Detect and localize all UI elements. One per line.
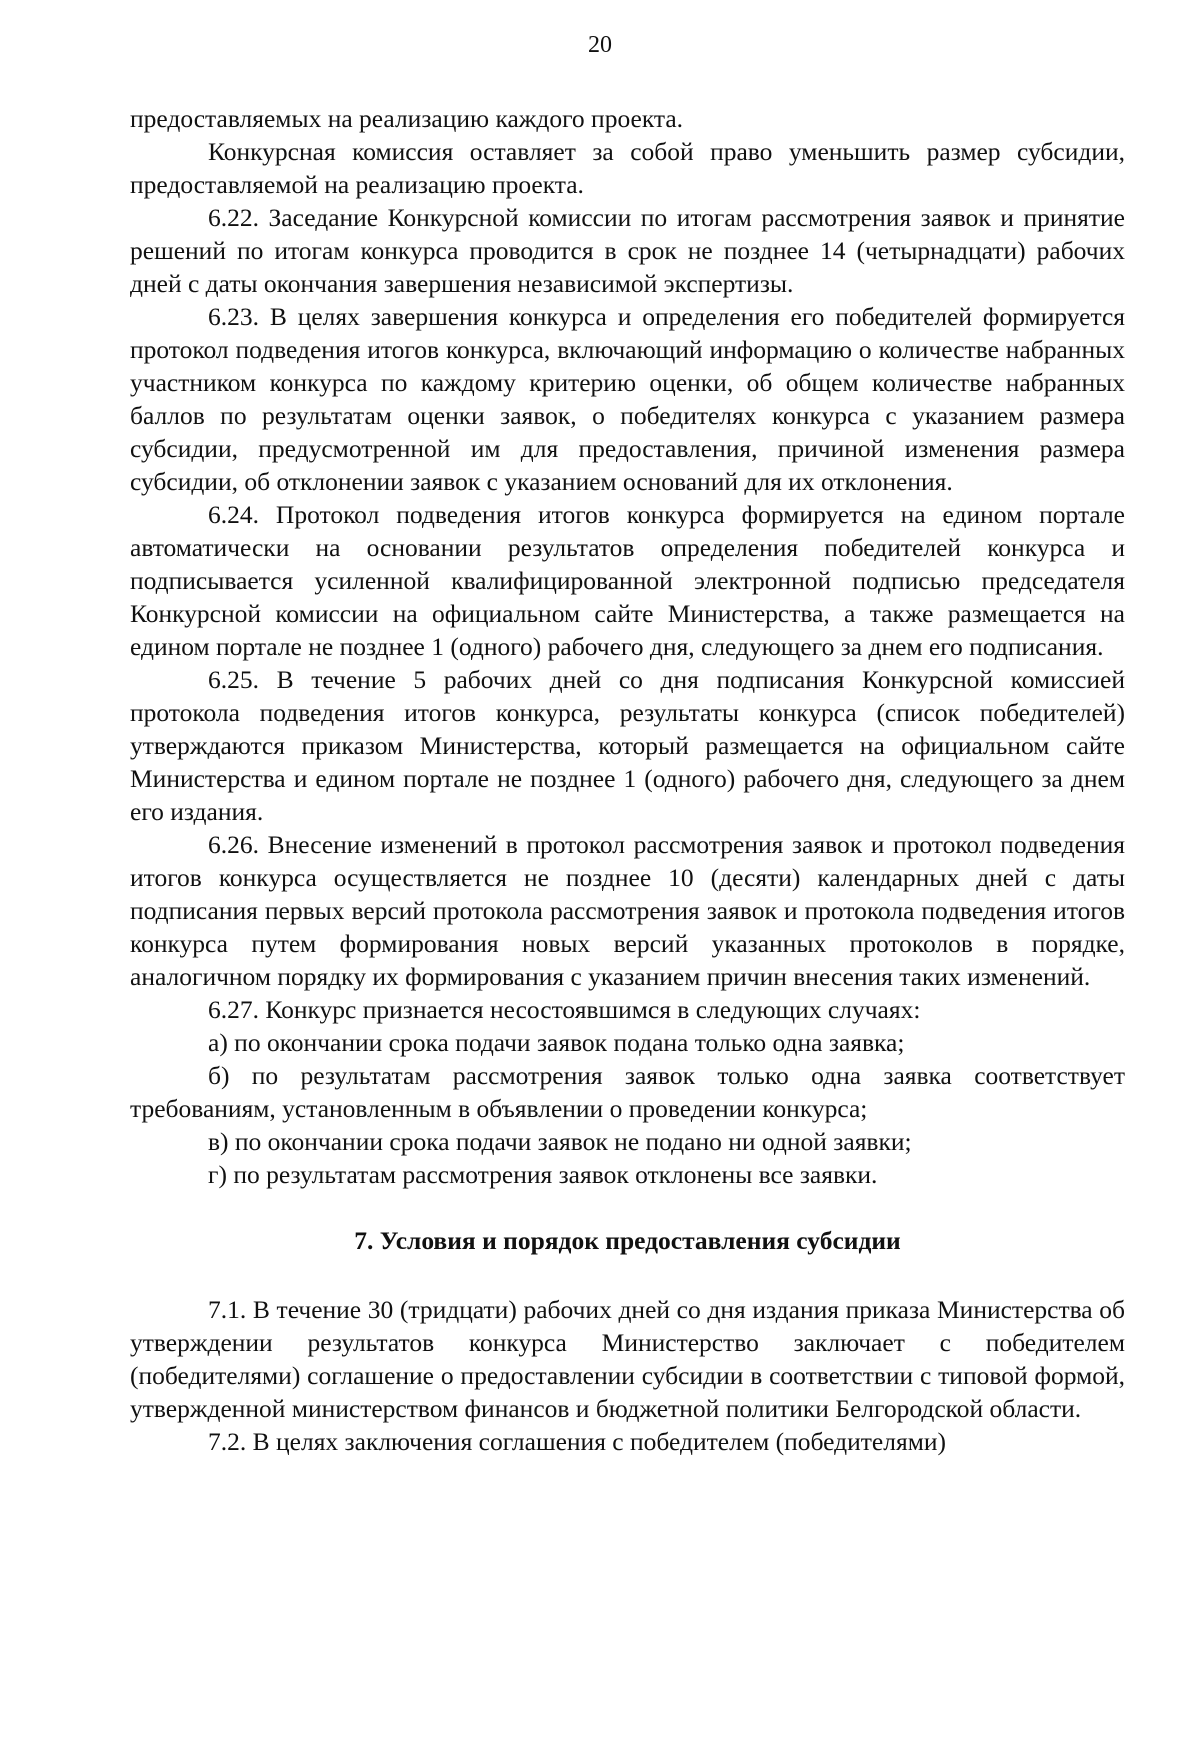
paragraph-6-25: 6.25. В течение 5 рабочих дней со дня подписания Конкурсной комиссией протокола подведения итогов конкурса, результаты конкурса (список победителей) утверждаются приказом Министерства, который размещается на официальном сайте Министерства и едином портале не позднее 1 (одного) рабочего дня, следующего за днем его издания. — [130, 665, 1125, 826]
paragraph-commission-right: Конкурсная комиссия оставляет за собой право уменьшить размер субсидии, предоставляемой на реализацию проекта. — [130, 137, 1125, 199]
list-item-v: в) по окончании срока подачи заявок не подано ни одной заявки; — [208, 1127, 912, 1156]
section-heading-7: 7. Условия и порядок предоставления субсидии — [354, 1226, 901, 1255]
document-body — [130, 102, 1125, 1458]
paragraph-6-27: 6.27. Конкурс признается несостоявшимся в следующих случаях: — [208, 995, 921, 1024]
paragraph-6-24: 6.24. Протокол подведения итогов конкурса формируется на едином портале автоматически на основании результатов определения победителей конкурса и подписывается усиленной квалифицированной электронной подписью председателя Конкурсной комиссии на официальном сайте Министерства, а также размещается на едином портале не позднее 1 (одного) рабочего дня, следующего за днем его подписания. — [130, 500, 1125, 661]
paragraph-7-2: 7.2. В целях заключения соглашения с победителем (победителями) — [208, 1427, 946, 1456]
list-item-g: г) по результатам рассмотрения заявок отклонены все заявки. — [208, 1160, 878, 1189]
page-number: 20 — [588, 32, 612, 58]
list-item-a: а) по окончании срока подачи заявок подана только одна заявка; — [208, 1028, 905, 1057]
list-item-b: б) по результатам рассмотрения заявок только одна заявка соответствует требованиям, установленным в объявлении о проведении конкурса; — [130, 1061, 1125, 1123]
paragraph-6-22: 6.22. Заседание Конкурсной комиссии по итогам рассмотрения заявок и принятие решений по итогам конкурса проводится в срок не позднее 14 (четырнадцати) рабочих дней с даты окончания завершения независимой экспертизы. — [130, 203, 1125, 298]
paragraph-6-23: 6.23. В целях завершения конкурса и определения его победителей формируется протокол подведения итогов конкурса, включающий информацию о количестве набранных участником конкурса по каждому критерию оценки, об общем количестве набранных баллов по результатам оценки заявок, о победителях конкурса с указанием размера субсидии, предусмотренной им для предоставления, причиной изменения размера субсидии, об отклонении заявок с указанием оснований для их отклонения. — [130, 302, 1125, 496]
paragraph-continuation: предоставляемых на реализацию каждого проекта. — [130, 104, 684, 133]
paragraph-7-1: 7.1. В течение 30 (тридцати) рабочих дней со дня издания приказа Министерства об утверждении результатов конкурса Министерство заключает с победителем (победителями) соглашение о предоставлении субсидии в соответствии с типовой формой, утвержденной министерством финансов и бюджетной политики Белгородской области. — [130, 1295, 1125, 1423]
paragraph-6-26: 6.26. Внесение изменений в протокол рассмотрения заявок и протокол подведения итогов конкурса осуществляется не позднее 10 (десяти) календарных дней с даты подписания первых версий протокола рассмотрения заявок и протокола подведения итогов конкурса путем формирования новых версий указанных протоколов в порядке, аналогичном порядку их формирования с указанием причин внесения таких изменений. — [130, 830, 1125, 991]
